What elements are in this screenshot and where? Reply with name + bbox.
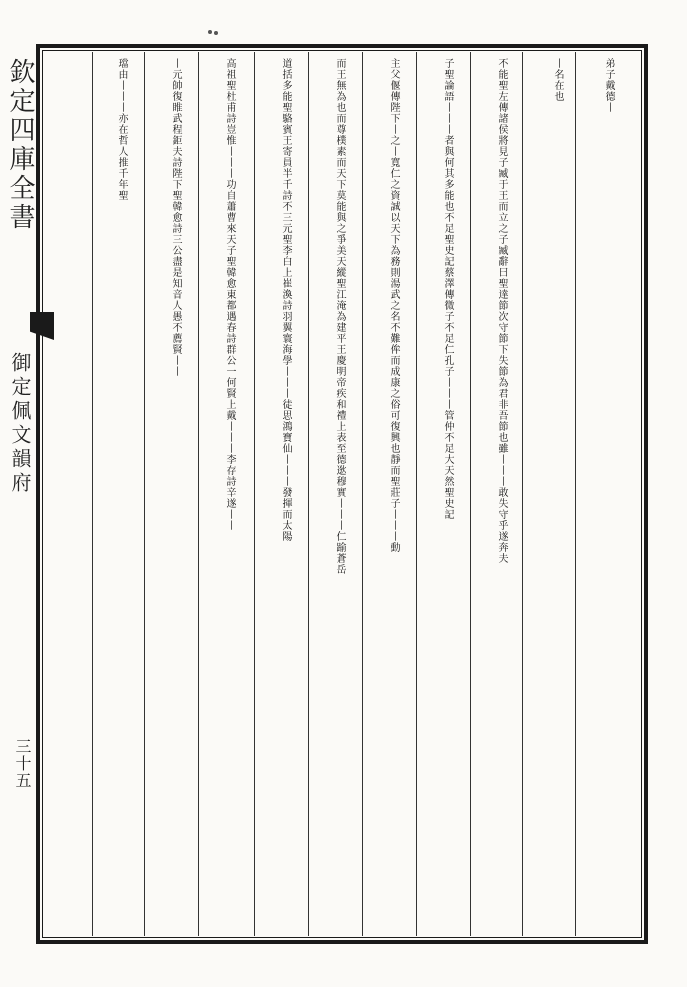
column-rule <box>92 52 93 936</box>
page-number: 三十五 <box>13 738 32 789</box>
column-rule <box>362 52 363 936</box>
column-rule <box>470 52 471 936</box>
text-column: 丨名在也 <box>552 58 563 102</box>
column-rule <box>308 52 309 936</box>
text-column: 高祖聖杜甫詩豈惟丨丨丨功自蕭曹來天子聖韓愈東都遇春詩群公一何賢上戴丨丨丨李存詩辛遂丨丨 <box>224 58 235 531</box>
text-column: 子聖論語丨丨丨者與何其多能也不足聖史記蔡澤傳微子不足仁孔子丨丨丨管仲不足大天然聖史記 <box>442 58 453 520</box>
text-column: 而王無為也而尊樸素而天下莫能與之爭美天縱聖江淹為建平王慶明帝疾和禮上表至德逖穆實丨丨丨仁踰蒼岳 <box>334 58 345 575</box>
text-column: 丨元帥復睢武程鉅夫詩陛下聖韓愈詩三公盡是知音人愚不薦賢丨丨 <box>170 58 181 377</box>
book-subtitle: 御定佩文韻府 <box>8 352 32 496</box>
column-rule <box>198 52 199 936</box>
text-column: 不能聖左傳諸侯將見子臧于王而立之子臧辭曰聖達節次守節下失節為君非吾節也雖丨丨丨敢失守乎遂奔夫 <box>496 58 507 564</box>
ink-speck <box>214 31 218 35</box>
column-rule <box>144 52 145 936</box>
text-column: 主父偃傳陛下丨之丨寬仁之資誠以天下為務則湯武之名不難侔而成康之俗可復興也靜而聖莊子丨丨丨動 <box>388 58 399 553</box>
text-column: 弟子戴德丨 <box>603 58 614 113</box>
book-title: 欽定四庫全書 <box>5 58 35 232</box>
text-column: 道括多能聖駱賓王寄員半千詩不三元聖李白上崔渙詩羽翼寰海學丨丨丨徒思鴻寶仙丨丨丨發揮而太陽 <box>280 58 291 542</box>
column-rule <box>416 52 417 936</box>
text-column: 璫由丨丨丨亦在哲人推千年聖 <box>116 58 127 201</box>
column-rule <box>254 52 255 936</box>
ink-speck <box>208 30 212 34</box>
